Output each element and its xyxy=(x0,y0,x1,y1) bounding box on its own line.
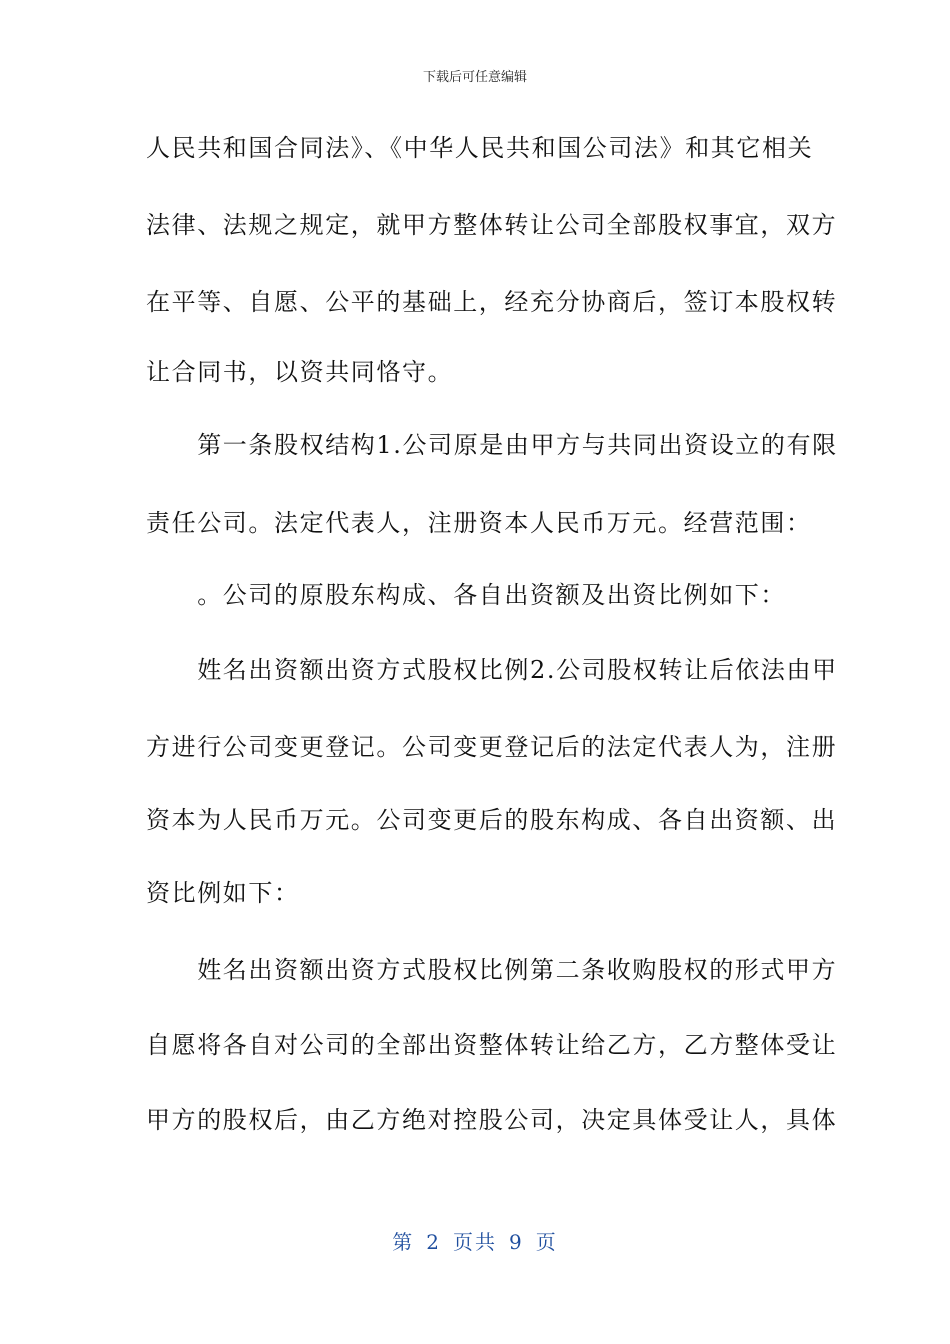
text-line: 姓名出资额出资方式股权比例第二条收购股权的形式甲方 xyxy=(146,956,838,984)
page-header: 下载后可任意编辑 xyxy=(422,70,527,85)
footer-prefix: 第 xyxy=(392,1230,415,1254)
text-line: 资比例如下： xyxy=(146,879,300,907)
text-line: 姓名出资额出资方式股权比例2.公司股权转让后依法由甲 xyxy=(146,656,838,684)
text-line: 让合同书，以资共同恪守。 xyxy=(146,358,454,386)
footer-middle: 页共 xyxy=(453,1230,497,1254)
text-line: 甲方的股权后，由乙方绝对控股公司，决定具体受让人，具体 xyxy=(146,1106,838,1134)
text-line: 法律、法规之规定，就甲方整体转让公司全部股权事宜，双方 xyxy=(146,211,838,239)
text-line: 方进行公司变更登记。公司变更登记后的法定代表人为，注册 xyxy=(146,733,838,761)
text-line: 责任公司。法定代表人，注册资本人民币万元。经营范围： xyxy=(146,509,812,537)
text-line: 第一条股权结构1.公司原是由甲方与共同出资设立的有限 xyxy=(146,431,838,459)
page-footer xyxy=(0,1226,950,1255)
text-line: 人民共和国合同法》、《中华人民共和国公司法》和其它相关 xyxy=(146,134,814,162)
text-line: 在平等、自愿、公平的基础上，经充分协商后，签订本股权转 xyxy=(146,288,838,316)
footer-suffix: 页 xyxy=(535,1230,558,1254)
footer-total-pages: 9 xyxy=(509,1230,524,1254)
text-line: 资本为人民币万元。公司变更后的股东构成、各自出资额、出 xyxy=(146,806,838,834)
footer-current-page: 2 xyxy=(426,1230,441,1254)
text-line: 。公司的原股东构成、各自出资额及出资比例如下： xyxy=(146,581,786,609)
text-line: 自愿将各自对公司的全部出资整体转让给乙方，乙方整体受让 xyxy=(146,1031,838,1059)
